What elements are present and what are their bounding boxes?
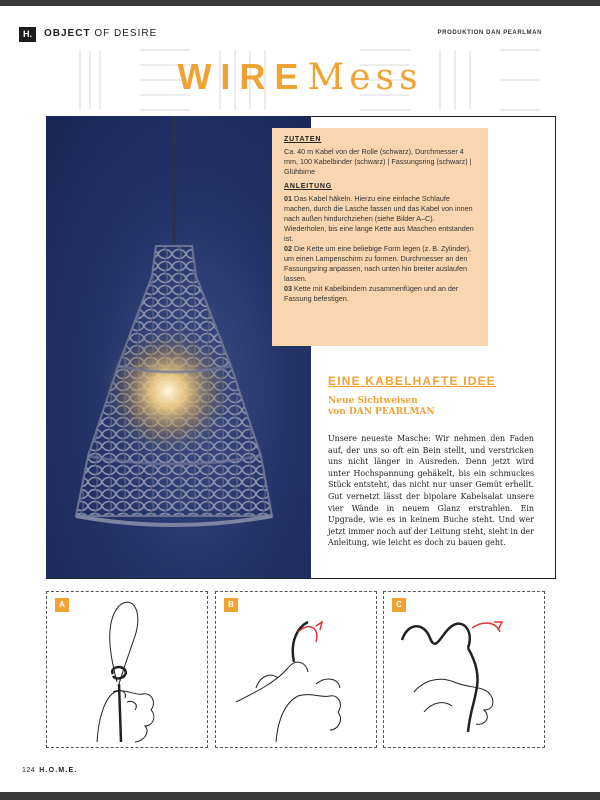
magazine-logo: H. xyxy=(19,27,36,42)
ingredients-heading: ZUTATEN xyxy=(284,136,322,143)
hand-pull-illustration xyxy=(384,592,545,748)
instructions-heading: ANLEITUNG xyxy=(284,183,333,190)
step-badge-a: A xyxy=(55,598,69,612)
section-label: OBJECT OF DESIRE xyxy=(44,28,158,39)
feature-body: Unsere neueste Masche: Wir nehmen den Faden auf, der uns so oft ein Bein stellt, und verstricken uns nicht länger in Ausreden. Denn jetzt wird unter Hochspannung gehäkelt, bis ein schmuckes Stück entsteht, das nicht nur unser Gemüt erhellt. Gut vernetzt lässt der bipolare Kabelsalat unsere vier Wände in neuem Glanz erstrahlen. Ein Upgrade, wie es in keinem Buche steht. Und wer jetzt immer noch auf der Leitung steht, sieht in der Anleitung, wie leicht es doch zu bauen geht. xyxy=(328,434,534,548)
feature-subtitle: Neue Sichtweisen von DAN PEARLMAN xyxy=(328,396,435,417)
bottom-bar xyxy=(0,792,600,800)
frame-rule-right xyxy=(555,116,556,578)
feature-title: EINE KABELHAFTE IDEE xyxy=(328,374,497,388)
frame-rule-bottom xyxy=(46,578,556,579)
instruction-step-2: 02 Die Kette um eine beliebige Form legen (z. B. Zylinder), um einen Lampenschirm zu formen. Durchmesser an den Fassungsring anpassen, nach unten hin breiter auslaufen lassen. xyxy=(284,244,471,283)
ingredients-box xyxy=(272,128,488,346)
step-badge-b: B xyxy=(224,598,238,612)
top-bar xyxy=(0,0,600,6)
hand-loop-illustration xyxy=(216,592,377,748)
step-image-a xyxy=(46,591,208,748)
page-footer xyxy=(22,767,78,774)
page-title: WIREMess xyxy=(177,56,423,98)
step-badge-c: C xyxy=(392,598,406,612)
step-image-b xyxy=(215,591,377,748)
instruction-step-3: 03 Kette mit Kabelbindern zusammenfügen und an der Fassung befestigen. xyxy=(284,284,459,303)
ingredients-text: Ca. 40 m Kabel von der Rolle (schwarz), Durchmesser 4 mm, 100 Kabelbinder (schwarz) | Fassungsring (schwarz) | Glühbirne xyxy=(284,147,472,176)
instruction-step-1: 01 Das Kabel häkeln. Hierzu eine einfache Schlaufe machen, durch die Lasche fassen und das Kabel von innen nach außen hindurchziehen (siehe Bilder A–C). Wiederholen, bis eine lange Kette aus Maschen entstanden ist. xyxy=(284,194,474,243)
step-image-c xyxy=(383,591,545,748)
magazine-brand: H.O.M.E. xyxy=(39,767,78,774)
page-number: 124 xyxy=(22,767,36,774)
hand-knot-illustration xyxy=(47,592,208,748)
production-credit: PRODUKTION DAN PEARLMAN xyxy=(437,30,542,36)
